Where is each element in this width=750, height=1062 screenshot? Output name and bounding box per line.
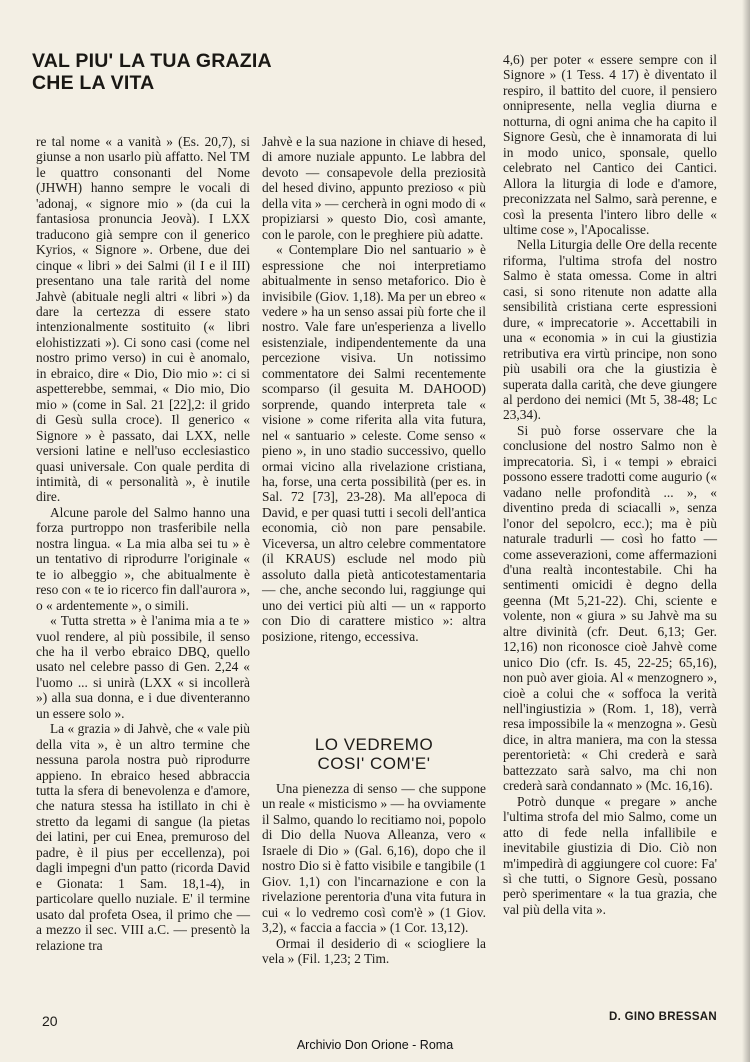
author-signature: D. GINO BRESSAN (608, 1011, 717, 1023)
paragraph: La « grazia » di Jahvè, che « vale più della vita », è un altro termine che nessuna parola nostra può riprodurre appieno. In ebraico hesed abbraccia tutta la sfera di benevolenza e d'amore, che natura stessa ha istillato in chi è stretto da legami di sangue (la pietas dei latini, per cui Enea, premuroso del padre, è il pius per eccellenza), poi dagli impegni d'un patto (ricorda David e Gionata: 1 Sam. 18,1-4), in particolare quello nuziale. E' il termine usato dal profeta Osea, il primo che — a mezzo il sec. VIII a.C. — presentò la relazione tra (36, 721, 250, 953)
column-1 (36, 134, 250, 953)
section-heading-line-2: COSI' COM'E' (317, 754, 431, 773)
title-line-2: CHE LA VITA (32, 72, 155, 94)
page-edge-shadow (742, 0, 750, 1062)
paragraph: « Contemplare Dio nel santuario » è espressione che noi interpretiamo abitualmente in senso metaforico. Dio è invisibile (Giov. 1,18). Ma per un ebreo « vedere » ha un senso assai più forte che il nostro. Vale fare un'esperienza a livello esistenziale, indipendentemente da una percezione visiva. Un notissimo commentatore dei Salmi recentemente scomparso (il gesuita M. DAHOOD) sorprende, quando interpreta tale « visione » come riferita alla vita futura, nel « santuario » celeste. Come senso « pieno », in uno stadio successivo, quello ormai vicino alla rivelazione cristiana, ha, forse, una certa possibilità (per es. in Sal. 72 [73], 23-28). Ma all'epoca di David, e per quasi tutti i secoli dell'antica economia, ciò non pare pensabile. Viceversa, un altro celebre commentatore (il KRAUS) esclude nel modo più assoluto dalla pietà anticotestamentaria — che, anche secondo lui, raggiunge qui uno dei vertici più alti — un « rapporto con Dio di carattere mistico »: altra posizione, ritengo, eccessiva. (262, 242, 486, 644)
column-2-lower (262, 781, 486, 966)
section-heading (262, 735, 486, 773)
paragraph: Nella Liturgia delle Ore della recente riforma, l'ultima strofa del nostro Salmo è stata omessa. Come in altri casi, si sono ritenute non adatte alla sensibilità cristiana certe espressioni dure, « imprecatorie ». Accettabili in una « economia » in cui la giustizia retributiva era virtù principe, non sono più usabili ora che la giustizia è superata dalla carità, che deve giungere al perdono dei nemici (Mt 5, 38-48; Lc 23,34). (503, 237, 717, 423)
paragraph: Ormai il desiderio di « sciogliere la vela » (Fil. 1,23; 2 Tim. (262, 935, 486, 966)
page-number: 20 (42, 1013, 58, 1029)
column-2 (262, 134, 486, 644)
paragraph: Potrò dunque « pregare » anche l'ultima strofa del mio Salmo, come un atto di fede nella infallibile e inevitabile giustizia di Dio. Ciò non m'impedirà di aggiungere col cuore: Fa' sì che tutti, o Signore Gesù, possano però sperimentare « la tua grazia, che val più della vita ». (503, 793, 717, 917)
paragraph: Jahvè e la sua nazione in chiave di hesed, di amore nuziale appunto. Le labbra del devoto — consapevole della preziosità del hesed divino, appunto prezioso « più della vita » — cercherà in ogni modo di « propiziarsi » questo Dio, così amante, con le parole, con le preghiere più adatte. (262, 134, 486, 242)
column-3 (503, 52, 717, 917)
paragraph: re tal nome « a vanità » (Es. 20,7), si giunse a non usarlo più affatto. Nel TM le quattro consonanti del Nome (JHWH) hanno sempre le vocali di 'adonaj, « signore mio » (da cui la fantasiosa pronuncia Jeovà). I LXX traducono già sempre con il generico Kyrios, « Signore ». Orbene, due dei cinque « libri » dei Salmi (il I e il III) presentano una tale rarità del nome Jahvè (abituale negli altri « libri ») da dare la certezza di essere stato intenzionalmente sostituito (« libri elohistizzati »). Ci sono casi (come nel nostro primo verso) in cui è anomalo, in ebraico, dire « Dio, Dio mio »: ci si aspetterebbe, semmai, « Dio mio, Dio mio » (come in Sal. 21 [22],2: il grido di Gesù sulla croce). Il generico « Signore » è passato, dai LXX, nelle versioni latine e nell'uso ecclesiastico quasi universale. Con quale perdita di intimità, di « personalità », è inutile dire. (36, 134, 250, 505)
paragraph: Alcune parole del Salmo hanno una forza purtroppo non trasferibile nella nostra lingua. « La mia alba sei tu » è un tentativo di riprodurre l'originale « te io albeggio », che abitualmente è reso con « te io ricerco fin dall'aurora », o « ardentemente », o simili. (36, 504, 250, 613)
article-title (32, 50, 272, 94)
paragraph: « Tutta stretta » è l'anima mia a te » vuol rendere, al più possibile, il senso che ha il verbo ebraico DBQ, quello usato nel celebre passo di Gen. 2,24 « l'uomo ... si unirà (LXX « si incollerà ») alla sua donna, e i due diventeranno un essere solo ». (36, 613, 250, 721)
paragraph: 4,6) per poter « essere sempre con il Signore » (1 Tess. 4 17) è diventato il respiro, il battito del cuore, il pensiero onnipresente, nella veglia diurna e notturna, di ogni anima che ha capito il Signore Gesù, che è innamorata di lui in modo unico, sponsale, quello celebrato nel Cantico dei Cantici. Allora la liturgia di lode e d'amore, preconizzata nel Salmo, sarà perenne, e così la presenta l'intero libro delle « ultime cose », l'Apocalisse. (503, 52, 717, 237)
title-line-1: VAL PIU' LA TUA GRAZIA (32, 50, 272, 72)
paragraph: Una pienezza di senso — che suppone un reale « misticismo » — ha ovviamente il Salmo, quando lo recitiamo noi, popolo di Dio della Nuova Alleanza, vero « Israele di Dio » (Gal. 6,16), dopo che il nostro Dio si è fatto visibile e tangibile (1 Giov. 1,1) con l'incarnazione e con la rivelazione perentoria d'una vita futura in cui « lo vedremo così com'è » (1 Giov. 3,2), « faccia a faccia » (1 Cor. 13,12). (262, 781, 486, 936)
paragraph: Si può forse osservare che la conclusione del nostro Salmo non è imprecatoria. Sì, i « tempi » ebraici possono essere tradotti come augurio (« vadano nelle profondità ... », « diventino preda di sciacalli », senza l'onor del sepolcro, ecc.); ma è più naturale tradurli — così ho fatto — come asseverazioni, come affermazioni d'una realtà incontestabile. Chi ha sentimenti omicidi è degno della geenna (Mt 5,21-22). Chi, sciente e volente, non « giura » su Jahvè ma su altre divinità (cfr. Deut. 6,13; Ger. 12,16) non riconosce cioè Jahvè come unico Dio (cfr. Is. 45, 22-25; 65,16), non può aver gioia. Al « menzognero », cioè a colui che « soffoca la verità nell'ingiustizia » (Rom. 1, 18), verrà resa impossibile la « menzogna ». Gesù dice, in altra maniera, ma con la stessa perentorietà: « Chi crederà e sarà battezzato sarà salvo, ma chi non crederà sarà condannato » (Mc. 16,16). (503, 422, 717, 794)
section-heading-line-1: LO VEDREMO (314, 735, 434, 754)
archive-footer: Archivio Don Orione - Roma (296, 1038, 454, 1052)
